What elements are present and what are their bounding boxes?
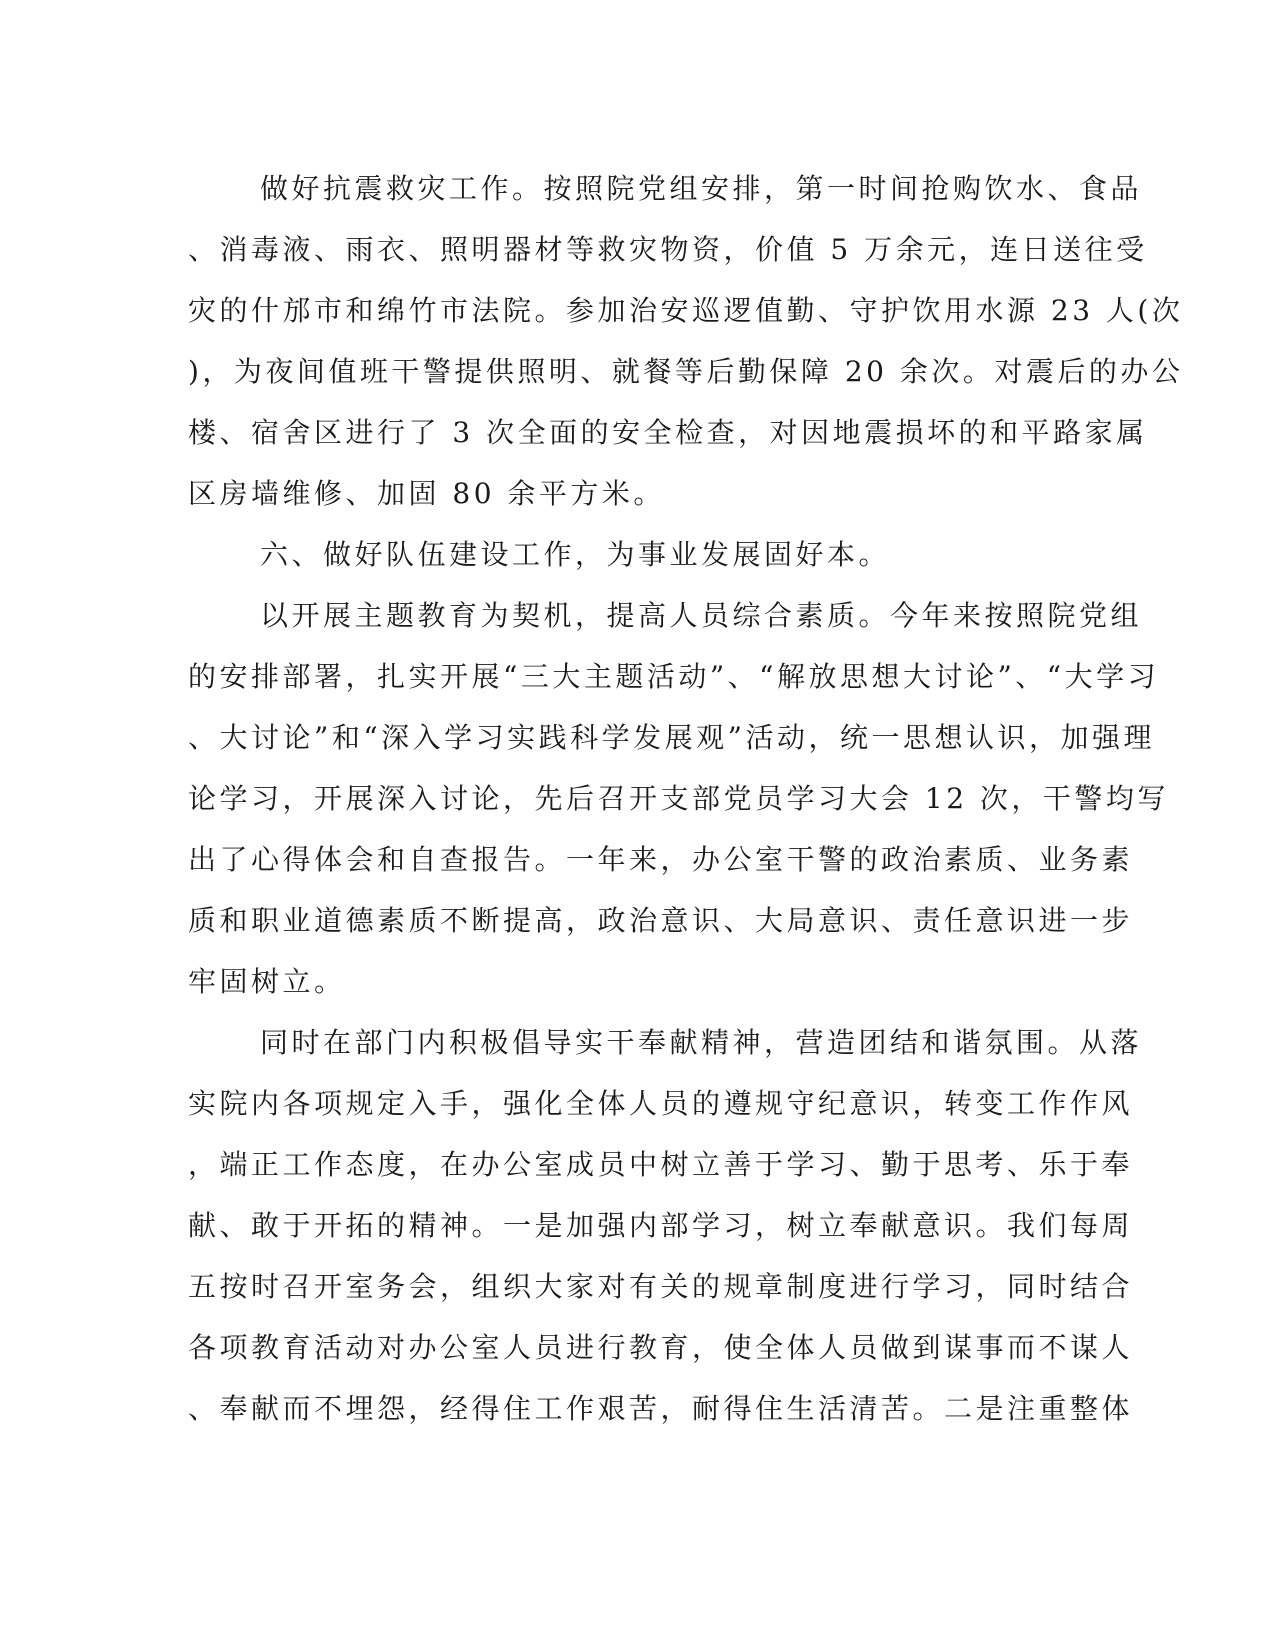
text-line: 论学习，开展深入讨论，先后召开支部党员学习大会 12 次，干警均写	[188, 782, 1169, 815]
text-line: 以开展主题教育为契机，提高人员综合素质。今年来按照院党组	[260, 599, 1143, 632]
body-text	[188, 158, 1184, 1439]
text-line: 楼、宿舍区进行了 3 次全面的安全检查，对因地震损坏的和平路家属	[188, 416, 1148, 449]
text-line: ，端正工作态度，在办公室成员中树立善于学习、勤于思考、乐于奉	[188, 1148, 1134, 1181]
text-line: 质和职业道德素质不断提高，政治意识、大局意识、责任意识进一步	[188, 904, 1134, 937]
text-line: 的安排部署，扎实开展“三大主题活动”、“解放思想大讨论”、“大学习	[188, 660, 1160, 693]
text-line: 做好抗震救灾工作。按照院党组安排，第一时间抢购饮水、食品	[260, 172, 1143, 205]
text-line: 献、敢于开拓的精神。一是加强内部学习，树立奉献意识。我们每周	[188, 1209, 1134, 1242]
text-line: 出了心得体会和自查报告。一年来，办公室干警的政治素质、业务素	[188, 843, 1134, 876]
text-line: 各项教育活动对办公室人员进行教育，使全体人员做到谋事而不谋人	[188, 1331, 1134, 1364]
text-line: 实院内各项规定入手，强化全体人员的遵规守纪意识，转变工作作风	[188, 1087, 1134, 1120]
text-line: 、奉献而不埋怨，经得住工作艰苦，耐得住生活清苦。二是注重整体	[188, 1392, 1134, 1425]
section-heading: 六、做好队伍建设工作，为事业发展固好本。	[260, 538, 891, 571]
text-line: 、大讨论”和“深入学习实践科学发展观”活动，统一思想认识，加强理	[188, 721, 1155, 754]
text-line: 、消毒液、雨衣、照明器材等救灾物资，价值 5 万余元，连日送往受	[188, 233, 1148, 266]
text-line: 牢固树立。	[188, 965, 346, 998]
text-line: 五按时召开室务会，组织大家对有关的规章制度进行学习，同时结合	[188, 1270, 1134, 1303]
text-line: 灾的什邡市和绵竹市法院。参加治安巡逻值勤、守护饮用水源 23 人(次	[188, 294, 1184, 327]
text-line: 同时在部门内积极倡导实干奉献精神，营造团结和谐氛围。从落	[260, 1026, 1143, 1059]
text-line: )，为夜间值班干警提供照明、就餐等后勤保障 20 余次。对震后的办公	[188, 355, 1184, 388]
text-line: 区房墙维修、加固 80 余平方米。	[188, 477, 665, 510]
